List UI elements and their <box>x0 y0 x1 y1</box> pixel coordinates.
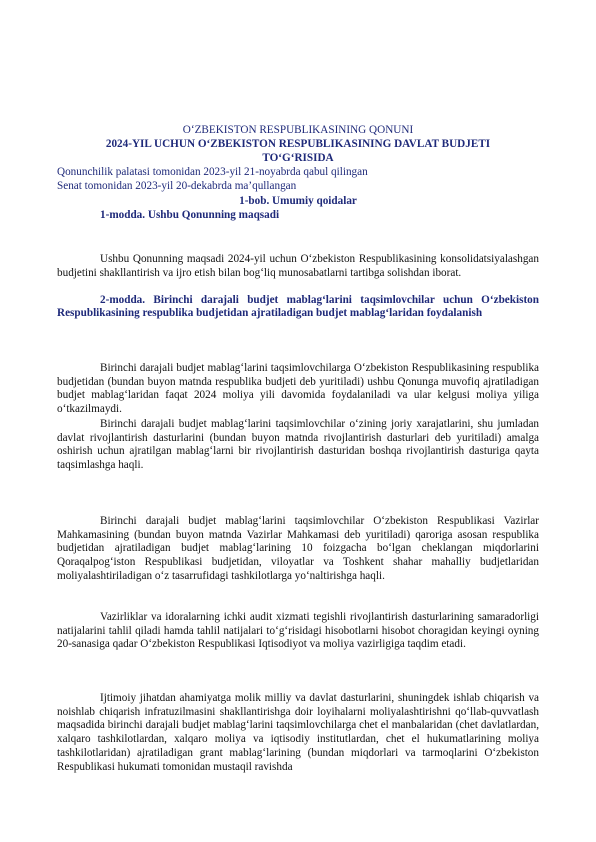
article1-paragraph: Ushbu Qonunning maqsadi 2024-yil uchun O‘zbekiston Respublikasining konsolidatsiyalashgan budjetini shakllantirish va ijro etish bilan bog‘liq munosabatlarni tartibga solishdan iborat. <box>57 253 539 279</box>
article2-paragraph-3: Birinchi darajali budjet mablag‘larini taqsimlovchilar O‘zbekiston Respublikasi Vazirlar Mahkamasining (bundan buyon matnda Vazirlar Mahkamasi deb yuritiladi) qaroriga asosan respublika budjetidan ajratiladigan budjet mablag‘larining 10 foizgacha bo‘lgan cheklangan miqdorlarini Qoraqalpog‘iston Respublikasi budjetidan, viloyatlar va Toshkent shahar mahalliy budjetlaridan moliyalashtiriladigan o‘z tasarrufidagi tashkilotlarga yo‘naltirishga haqli. <box>57 515 539 582</box>
article2-paragraph-5: Ijtimoiy jihatdan ahamiyatga molik milliy va davlat dasturlarini, shuningdek ishlab chiqarish va noishlab chiqarish infratuzilmasini shakllantirishga doir loyihalarni moliyalashtirishni qo‘llab-quvvatlash maqsadida birinchi darajali budjet mablag‘larini taqsimlovchilarga chet el manbalaridan (chet davlatlardan, xalqaro tashkilotlardan, xalqaro moliya va iqtisodiy institutlardan, chet el hukumatlarining moliya tashkilotlaridan) ajratiladigan grant mablag‘larining (bundan miqdorlari va tarmoqlarini O‘zbekiston Respublikasi hukumati tomonidan mustaqil ravishda <box>57 692 539 773</box>
law-title-line1: 2024-YIL UCHUN O‘ZBEKISTON RESPUBLIKASINING DAVLAT BUDJETI <box>105 138 491 150</box>
article2-paragraph-2: Birinchi darajali budjet mablag‘larini taqsimlovchilar o‘zining joriy xarajatlarini, shu jumladan davlat rivojlantirish dasturlarini (bundan buyon matnda rivojlantirish dasturlari deb yuritiladi) amalga oshirish uchun ajratilgan mablag‘larni bir rivojlantirish dasturidan boshqa rivojlantirish dasturiga qayta taqsimlashga haqli. <box>57 418 539 472</box>
article1-heading: 1-modda. Ushbu Qonunning maqsadi <box>100 209 280 221</box>
law-type-heading: O‘ZBEKISTON RESPUBLIKASINING QONUNI <box>182 124 414 136</box>
adoption-note: Qonunchilik palatasi tomonidan 2023-yil 21-noyabrda qabul qilingan <box>57 166 368 178</box>
approval-note: Senat tomonidan 2023-yil 20-dekabrda ma’qullangan <box>57 180 297 192</box>
article2-paragraph-4: Vazirliklar va idoralarning ichki audit xizmati tegishli rivojlantirish dasturlarining samaradorligi natijalarini tahlil qiladi hamda tahlil natijalari to‘g‘risidagi hisobotlarni hisobot choragidan keyingi oyning 20-sanasiga qadar O‘zbekiston Respublikasi Iqtisodiyot va moliya vazirligiga taqdim etadi. <box>57 611 539 651</box>
article2-heading: 2-modda. Birinchi darajali budjet mablag‘larini taqsimlovchilar uchun O‘zbekiston Respublikasining respublika budjetidan ajratiladigan budjet mablag‘laridan foydalanish <box>57 294 539 319</box>
article2-paragraph-1: Birinchi darajali budjet mablag‘larini taqsimlovchilarga O‘zbekiston Respublikasining respublika budjetidan (bundan buyon matnda respublika budjeti deb yuritiladi) ushbu Qonunga muvofiq ajratiladigan budjet mablag‘laridan faqat 2024 moliya yili davomida foydalaniladi va ular kelgusi moliya yiliga o‘tkazilmaydi. <box>57 362 539 416</box>
chapter-heading: 1-bob. Umumiy qoidalar <box>239 195 357 207</box>
law-title-line2: TO‘G‘RISIDA <box>262 152 334 164</box>
